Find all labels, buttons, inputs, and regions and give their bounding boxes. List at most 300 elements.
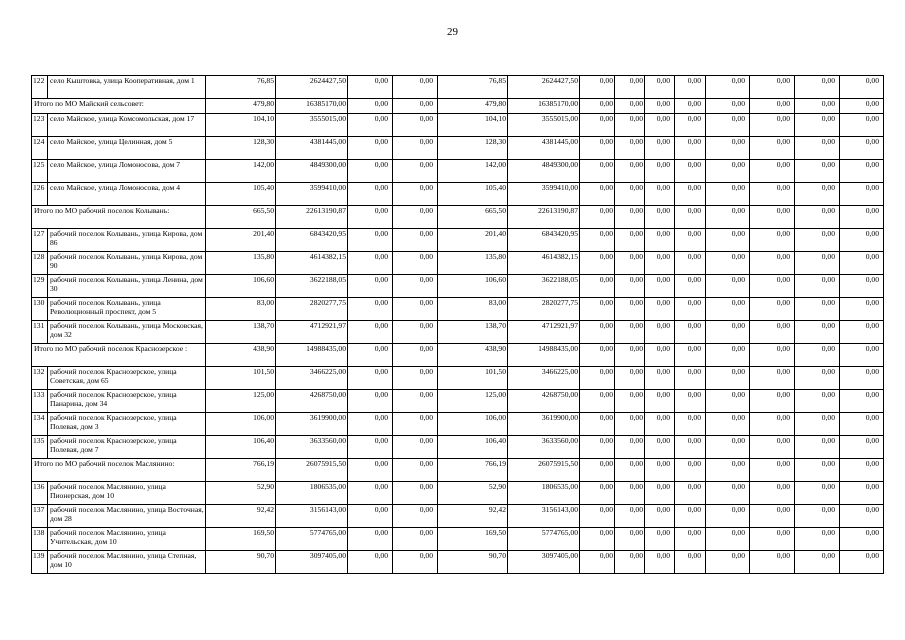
value-cell: 0,00 [393, 551, 438, 574]
value-cell: 0,00 [795, 137, 840, 160]
value-cell: 0,00 [840, 298, 884, 321]
address-cell: рабочий поселок Колывань, улица Московская, дом 32 [48, 321, 206, 344]
value-cell: 0,00 [645, 528, 675, 551]
value-cell: 0,00 [795, 76, 840, 99]
value-cell: 0,00 [580, 528, 615, 551]
value-cell: 169,50 [438, 528, 508, 551]
value-cell: 0,00 [750, 413, 795, 436]
value-cell: 90,70 [438, 551, 508, 574]
value-cell: 766,19 [438, 459, 508, 482]
address-cell: рабочий поселок Колывань, улица Кирова, дом 90 [48, 252, 206, 275]
value-cell: 1806535,00 [276, 482, 348, 505]
value-cell: 0,00 [615, 183, 645, 206]
row-number: 139 [32, 551, 48, 574]
value-cell: 0,00 [795, 459, 840, 482]
value-cell: 106,40 [206, 436, 276, 459]
value-cell: 0,00 [645, 436, 675, 459]
address-cell: рабочий поселок Колывань, улица Ленина, дом 30 [48, 275, 206, 298]
value-cell: 92,42 [206, 505, 276, 528]
value-cell: 479,80 [206, 99, 276, 114]
value-cell: 0,00 [645, 76, 675, 99]
value-cell: 106,60 [438, 275, 508, 298]
value-cell: 438,90 [438, 344, 508, 367]
value-cell: 0,00 [348, 99, 393, 114]
value-cell: 0,00 [795, 229, 840, 252]
table-row [32, 298, 884, 321]
value-cell: 0,00 [840, 76, 884, 99]
value-cell: 0,00 [615, 298, 645, 321]
table-row [32, 390, 884, 413]
value-cell: 0,00 [580, 459, 615, 482]
value-cell: 138,70 [206, 321, 276, 344]
value-cell: 0,00 [393, 76, 438, 99]
address-cell: село Майское, улица Ломоносова, дом 7 [48, 160, 206, 183]
table-row [32, 137, 884, 160]
value-cell: 0,00 [348, 528, 393, 551]
value-cell: 0,00 [840, 390, 884, 413]
value-cell: 0,00 [706, 183, 750, 206]
value-cell: 0,00 [645, 367, 675, 390]
value-cell: 0,00 [348, 114, 393, 137]
value-cell: 0,00 [393, 229, 438, 252]
value-cell: 0,00 [795, 528, 840, 551]
value-cell: 4381445,00 [276, 137, 348, 160]
value-cell: 0,00 [393, 183, 438, 206]
value-cell: 0,00 [706, 160, 750, 183]
value-cell: 665,50 [206, 206, 276, 229]
table-row [32, 482, 884, 505]
value-cell: 0,00 [645, 114, 675, 137]
value-cell: 0,00 [795, 252, 840, 275]
value-cell: 0,00 [750, 275, 795, 298]
value-cell: 26075915,50 [276, 459, 348, 482]
value-cell: 0,00 [706, 367, 750, 390]
value-cell: 0,00 [675, 344, 706, 367]
value-cell: 0,00 [706, 252, 750, 275]
value-cell: 766,19 [206, 459, 276, 482]
value-cell: 0,00 [645, 390, 675, 413]
value-cell: 0,00 [750, 160, 795, 183]
address-cell: село Майское, улица Целинная, дом 5 [48, 137, 206, 160]
value-cell: 14988435,00 [276, 344, 348, 367]
value-cell: 3156143,00 [508, 505, 580, 528]
value-cell: 0,00 [706, 390, 750, 413]
value-cell: 0,00 [615, 505, 645, 528]
address-cell: рабочий поселок Маслянино, улица Пионерская, дом 10 [48, 482, 206, 505]
value-cell: 4849300,00 [276, 160, 348, 183]
row-number: 135 [32, 436, 48, 459]
table-row [32, 321, 884, 344]
value-cell: 0,00 [393, 114, 438, 137]
row-number: 122 [32, 76, 48, 99]
value-cell: 0,00 [795, 275, 840, 298]
value-cell: 0,00 [580, 505, 615, 528]
value-cell: 6843420,95 [276, 229, 348, 252]
value-cell: 0,00 [840, 183, 884, 206]
value-cell: 0,00 [348, 275, 393, 298]
value-cell: 0,00 [675, 229, 706, 252]
value-cell: 0,00 [393, 298, 438, 321]
value-cell: 0,00 [675, 76, 706, 99]
value-cell: 0,00 [675, 275, 706, 298]
address-cell: село Кыштовка, улица Кооперативная, дом 1 [48, 76, 206, 99]
value-cell: 26075915,50 [508, 459, 580, 482]
value-cell: 0,00 [393, 505, 438, 528]
value-cell: 0,00 [795, 183, 840, 206]
value-cell: 0,00 [750, 367, 795, 390]
value-cell: 0,00 [795, 298, 840, 321]
value-cell: 1806535,00 [508, 482, 580, 505]
data-table [31, 75, 884, 574]
value-cell: 135,80 [438, 252, 508, 275]
value-cell: 76,85 [206, 76, 276, 99]
value-cell: 0,00 [706, 505, 750, 528]
value-cell: 0,00 [645, 459, 675, 482]
value-cell: 0,00 [393, 321, 438, 344]
value-cell: 0,00 [706, 229, 750, 252]
value-cell: 0,00 [840, 275, 884, 298]
value-cell: 0,00 [750, 459, 795, 482]
value-cell: 0,00 [580, 114, 615, 137]
value-cell: 0,00 [750, 229, 795, 252]
value-cell: 0,00 [750, 114, 795, 137]
value-cell: 0,00 [675, 160, 706, 183]
value-cell: 0,00 [840, 482, 884, 505]
value-cell: 104,10 [206, 114, 276, 137]
value-cell: 0,00 [393, 206, 438, 229]
value-cell: 0,00 [750, 436, 795, 459]
value-cell: 0,00 [750, 206, 795, 229]
value-cell: 0,00 [615, 551, 645, 574]
value-cell: 0,00 [615, 413, 645, 436]
value-cell: 0,00 [615, 229, 645, 252]
value-cell: 0,00 [580, 390, 615, 413]
value-cell: 4381445,00 [508, 137, 580, 160]
value-cell: 0,00 [393, 137, 438, 160]
table-row [32, 160, 884, 183]
value-cell: 2820277,75 [276, 298, 348, 321]
page-number: 29 [447, 26, 458, 38]
value-cell: 0,00 [393, 344, 438, 367]
value-cell: 4614382,15 [276, 252, 348, 275]
value-cell: 0,00 [348, 367, 393, 390]
value-cell: 0,00 [393, 252, 438, 275]
value-cell: 0,00 [348, 321, 393, 344]
value-cell: 0,00 [393, 413, 438, 436]
value-cell: 0,00 [348, 160, 393, 183]
row-number: 124 [32, 137, 48, 160]
value-cell: 0,00 [706, 114, 750, 137]
value-cell: 0,00 [675, 482, 706, 505]
value-cell: 0,00 [675, 252, 706, 275]
value-cell: 0,00 [706, 76, 750, 99]
value-cell: 3097405,00 [276, 551, 348, 574]
value-cell: 0,00 [580, 99, 615, 114]
value-cell: 0,00 [840, 99, 884, 114]
row-number: 136 [32, 482, 48, 505]
value-cell: 106,00 [206, 413, 276, 436]
value-cell: 101,50 [438, 367, 508, 390]
table-row [32, 436, 884, 459]
value-cell: 22613190,87 [276, 206, 348, 229]
value-cell: 3555015,00 [508, 114, 580, 137]
address-cell: рабочий поселок Маслянино, улица Учительская, дом 10 [48, 528, 206, 551]
value-cell: 0,00 [795, 505, 840, 528]
value-cell: 14988435,00 [508, 344, 580, 367]
value-cell: 0,00 [615, 344, 645, 367]
subtotal-row [32, 344, 884, 367]
value-cell: 4849300,00 [508, 160, 580, 183]
value-cell: 0,00 [615, 99, 645, 114]
value-cell: 0,00 [675, 459, 706, 482]
value-cell: 0,00 [675, 505, 706, 528]
value-cell: 0,00 [645, 275, 675, 298]
value-cell: 5774765,00 [508, 528, 580, 551]
value-cell: 0,00 [795, 390, 840, 413]
value-cell: 0,00 [348, 413, 393, 436]
value-cell: 0,00 [795, 367, 840, 390]
value-cell: 125,00 [206, 390, 276, 413]
value-cell: 0,00 [645, 137, 675, 160]
value-cell: 0,00 [706, 298, 750, 321]
value-cell: 0,00 [580, 252, 615, 275]
value-cell: 0,00 [795, 99, 840, 114]
value-cell: 0,00 [645, 298, 675, 321]
value-cell: 83,00 [438, 298, 508, 321]
value-cell: 0,00 [750, 482, 795, 505]
value-cell: 104,10 [438, 114, 508, 137]
table-row [32, 252, 884, 275]
value-cell: 0,00 [348, 436, 393, 459]
value-cell: 0,00 [795, 413, 840, 436]
value-cell: 92,42 [438, 505, 508, 528]
value-cell: 3619900,00 [276, 413, 348, 436]
value-cell: 0,00 [580, 436, 615, 459]
address-cell: село Майское, улица Комсомольская, дом 17 [48, 114, 206, 137]
value-cell: 0,00 [840, 206, 884, 229]
value-cell: 0,00 [348, 183, 393, 206]
value-cell: 0,00 [580, 321, 615, 344]
value-cell: 0,00 [580, 344, 615, 367]
value-cell: 105,40 [438, 183, 508, 206]
value-cell: 0,00 [580, 298, 615, 321]
value-cell: 0,00 [840, 252, 884, 275]
value-cell: 0,00 [393, 275, 438, 298]
value-cell: 0,00 [645, 252, 675, 275]
value-cell: 0,00 [615, 390, 645, 413]
value-cell: 0,00 [645, 206, 675, 229]
value-cell: 0,00 [750, 390, 795, 413]
value-cell: 0,00 [840, 505, 884, 528]
value-cell: 0,00 [750, 183, 795, 206]
address-cell: рабочий поселок Краснозерское, улица Полевая, дом 3 [48, 413, 206, 436]
address-cell: рабочий поселок Колывань, улица Революционный проспект, дом 5 [48, 298, 206, 321]
value-cell: 0,00 [615, 252, 645, 275]
value-cell: 0,00 [348, 551, 393, 574]
value-cell: 142,00 [206, 160, 276, 183]
value-cell: 0,00 [580, 367, 615, 390]
value-cell: 76,85 [438, 76, 508, 99]
table-row [32, 229, 884, 252]
value-cell: 2624427,50 [508, 76, 580, 99]
value-cell: 3633560,00 [276, 436, 348, 459]
value-cell: 0,00 [795, 321, 840, 344]
value-cell: 0,00 [706, 321, 750, 344]
value-cell: 0,00 [348, 252, 393, 275]
value-cell: 0,00 [795, 436, 840, 459]
value-cell: 4268750,00 [508, 390, 580, 413]
row-number: 125 [32, 160, 48, 183]
value-cell: 0,00 [840, 551, 884, 574]
value-cell: 0,00 [348, 298, 393, 321]
value-cell: 0,00 [580, 76, 615, 99]
value-cell: 0,00 [580, 413, 615, 436]
value-cell: 4614382,15 [508, 252, 580, 275]
table-row [32, 413, 884, 436]
value-cell: 0,00 [706, 482, 750, 505]
value-cell: 0,00 [750, 551, 795, 574]
table-body [32, 76, 884, 574]
value-cell: 3633560,00 [508, 436, 580, 459]
value-cell: 0,00 [615, 137, 645, 160]
value-cell: 142,00 [438, 160, 508, 183]
row-number: 128 [32, 252, 48, 275]
subtotal-label: Итого по МО Майский сельсовет: [32, 99, 206, 114]
table-row [32, 183, 884, 206]
value-cell: 0,00 [795, 160, 840, 183]
value-cell: 0,00 [706, 344, 750, 367]
value-cell: 3622188,05 [276, 275, 348, 298]
value-cell: 6843420,95 [508, 229, 580, 252]
value-cell: 3599410,00 [276, 183, 348, 206]
value-cell: 0,00 [348, 390, 393, 413]
value-cell: 0,00 [750, 505, 795, 528]
row-number: 126 [32, 183, 48, 206]
value-cell: 5774765,00 [276, 528, 348, 551]
value-cell: 0,00 [706, 275, 750, 298]
value-cell: 0,00 [795, 551, 840, 574]
value-cell: 4712921,97 [508, 321, 580, 344]
value-cell: 0,00 [750, 321, 795, 344]
value-cell: 0,00 [580, 183, 615, 206]
value-cell: 0,00 [645, 229, 675, 252]
value-cell: 0,00 [706, 413, 750, 436]
value-cell: 0,00 [393, 160, 438, 183]
value-cell: 0,00 [840, 367, 884, 390]
value-cell: 0,00 [750, 99, 795, 114]
value-cell: 0,00 [645, 183, 675, 206]
value-cell: 0,00 [348, 482, 393, 505]
value-cell: 128,30 [438, 137, 508, 160]
address-cell: рабочий поселок Краснозерское, улица Советская, дом 65 [48, 367, 206, 390]
row-number: 127 [32, 229, 48, 252]
value-cell: 0,00 [348, 505, 393, 528]
value-cell: 0,00 [675, 390, 706, 413]
value-cell: 0,00 [750, 298, 795, 321]
value-cell: 90,70 [206, 551, 276, 574]
table-row [32, 551, 884, 574]
value-cell: 0,00 [750, 344, 795, 367]
value-cell: 0,00 [615, 367, 645, 390]
value-cell: 0,00 [615, 275, 645, 298]
value-cell: 0,00 [645, 344, 675, 367]
value-cell: 0,00 [795, 482, 840, 505]
value-cell: 0,00 [393, 482, 438, 505]
subtotal-row [32, 459, 884, 482]
value-cell: 0,00 [393, 367, 438, 390]
value-cell: 0,00 [348, 344, 393, 367]
value-cell: 0,00 [750, 528, 795, 551]
value-cell: 0,00 [840, 114, 884, 137]
value-cell: 0,00 [750, 76, 795, 99]
address-cell: рабочий поселок Краснозерское, улица Панарина, дом 34 [48, 390, 206, 413]
value-cell: 135,80 [206, 252, 276, 275]
value-cell: 0,00 [348, 76, 393, 99]
value-cell: 0,00 [706, 551, 750, 574]
value-cell: 0,00 [615, 206, 645, 229]
subtotal-row [32, 206, 884, 229]
value-cell: 0,00 [675, 99, 706, 114]
value-cell: 0,00 [615, 528, 645, 551]
value-cell: 0,00 [675, 367, 706, 390]
value-cell: 0,00 [840, 137, 884, 160]
value-cell: 0,00 [840, 321, 884, 344]
value-cell: 0,00 [675, 528, 706, 551]
value-cell: 3466225,00 [508, 367, 580, 390]
row-number: 137 [32, 505, 48, 528]
value-cell: 0,00 [348, 206, 393, 229]
value-cell: 0,00 [615, 76, 645, 99]
value-cell: 0,00 [615, 482, 645, 505]
value-cell: 0,00 [706, 528, 750, 551]
value-cell: 0,00 [675, 114, 706, 137]
value-cell: 0,00 [706, 137, 750, 160]
value-cell: 105,40 [206, 183, 276, 206]
row-number: 130 [32, 298, 48, 321]
table-row [32, 505, 884, 528]
value-cell: 0,00 [840, 459, 884, 482]
value-cell: 83,00 [206, 298, 276, 321]
value-cell: 0,00 [840, 229, 884, 252]
value-cell: 4268750,00 [276, 390, 348, 413]
value-cell: 101,50 [206, 367, 276, 390]
value-cell: 0,00 [393, 390, 438, 413]
address-cell: рабочий поселок Краснозерское, улица Полевая, дом 7 [48, 436, 206, 459]
value-cell: 479,80 [438, 99, 508, 114]
value-cell: 0,00 [580, 160, 615, 183]
value-cell: 0,00 [393, 99, 438, 114]
subtotal-label: Итого по МО рабочий поселок Колывань: [32, 206, 206, 229]
value-cell: 16385170,00 [276, 99, 348, 114]
value-cell: 0,00 [580, 206, 615, 229]
value-cell: 0,00 [580, 551, 615, 574]
value-cell: 0,00 [675, 321, 706, 344]
value-cell: 0,00 [615, 436, 645, 459]
value-cell: 0,00 [393, 528, 438, 551]
value-cell: 438,90 [206, 344, 276, 367]
value-cell: 52,90 [206, 482, 276, 505]
value-cell: 3619900,00 [508, 413, 580, 436]
table-row [32, 275, 884, 298]
value-cell: 0,00 [706, 206, 750, 229]
table-row [32, 528, 884, 551]
value-cell: 0,00 [840, 436, 884, 459]
value-cell: 0,00 [750, 137, 795, 160]
value-cell: 0,00 [840, 160, 884, 183]
value-cell: 0,00 [348, 459, 393, 482]
value-cell: 0,00 [645, 551, 675, 574]
value-cell: 3097405,00 [508, 551, 580, 574]
